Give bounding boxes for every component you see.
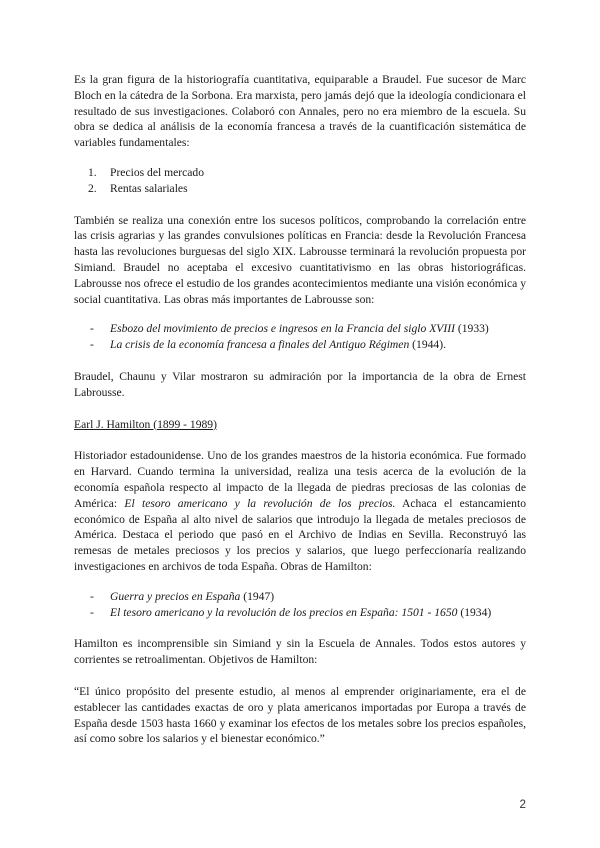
list-item [74,321,526,337]
list-marker: - [90,322,94,336]
paragraph-hamilton-bio [74,448,526,574]
labrousse-works-list [74,321,526,353]
document-page [74,72,526,747]
list-marker: - [90,338,94,352]
paragraph-hamilton-objectives: Hamilton es incomprensible sin Simiand y sin la Escuela de Annales. Todos estos autores y corrientes se retroalimentan. Objetivos de Hamilton: [74,637,526,667]
list-item [74,337,526,353]
list-item-text: Rentas salariales [110,181,188,195]
work-year: (1947) [240,589,275,603]
work-year: (1933) [454,322,489,336]
paragraph-political-connection: También se realiza una conexión entre los sucesos políticos, comprobando la correlación entre las crisis agrarias y las grandes convulsiones políticas en Francia: desde la Revolución Francesa hasta las revoluciones burguesas del siglo XIX. Labrousse terminará la revolución propuesta por Simiand. Braudel no aceptaba el excesivo cuantitativismo en las obras historiográficas. Labrousse nos ofrece el estudio de los grandes acontecimientos mediante una visión económica y social cuantitativa. Las obras más importantes de Labrousse son: [74,213,526,306]
paragraph-labrousse-intro: Es la gran figura de la historiografía cuantitativa, equiparable a Braudel. Fue sucesor de Marc Bloch en la cátedra de la Sorbona. Era marxista, pero jamás dejó que la ideología condicionara el resultado de sus investigaciones. Colaboró con Annales, pero no era miembro de la escuela. Su obra se dedica al análisis de la economía francesa a través de la cuantificación sistemática de variables fundamentales: [74,73,526,150]
hamilton-bio-part2: Achaca el estancamiento económico de España al alto nivel de salarios que introdujo la llegada de metales preciosos de América. Destaca el periodo que pasó en el Archivo de Indias en Sevilla. Reconstruyó las remesas de metales preciosos y los precios y salarios, que luego perfeccionaría realizando investigaciones en archivos de toda España. Obras de Hamilton: [74,496,526,573]
work-title: Guerra y precios en España [110,589,241,603]
work-title: El tesoro americano y la revolución de los precios en España: 1501 - 1650 [110,605,458,619]
list-marker: 2. [88,181,97,195]
section-heading-hamilton [74,417,526,433]
hamilton-works-list [74,589,526,621]
list-item-text: Precios del mercado [110,165,205,179]
work-year: (1944). [409,338,446,352]
list-marker: 1. [88,165,97,179]
hamilton-heading-text: Earl J. Hamilton (1899 - 1989) [74,417,217,431]
hamilton-bio-italic-title: El tesoro americano y la revolución de los precios. [124,496,396,510]
list-marker: - [90,589,94,603]
work-title: La crisis de la economía francesa a finales del Antiguo Régimen [110,338,410,352]
list-item [74,605,526,621]
work-year: (1934) [457,605,492,619]
variables-list [74,165,526,197]
paragraph-admiration: Braudel, Chaunu y Vilar mostraron su admiración por la importancia de la obra de Ernest Labrousse. [74,369,526,399]
list-item [74,181,526,197]
hamilton-bio-part1: Historiador estadounidense. Uno de los grandes maestros de la historia económica. Fue formado en Harvard. Cuando termina la universidad, realiza una tesis acerca de la evolución de la economía española respecto al impacto de la llegada de piedras preciosas de las colonias de América: [74,449,526,510]
page-number: 2 [519,798,526,811]
hamilton-quote: “El único propósito del presente estudio, al menos al emprender originariamente, era el de establecer las cantidades exactas de oro y plata americanos importadas por Europa a través de España desde 1503 hasta 1660 y examinar los efectos de los metales sobre los precios españoles, así como sobre los salarios y el bienestar económico.” [74,684,526,746]
list-item [74,589,526,605]
list-marker: - [90,605,94,619]
work-title: Esbozo del movimiento de precios e ingresos en la Francia del siglo XVIII [110,322,455,336]
list-item [74,165,526,181]
